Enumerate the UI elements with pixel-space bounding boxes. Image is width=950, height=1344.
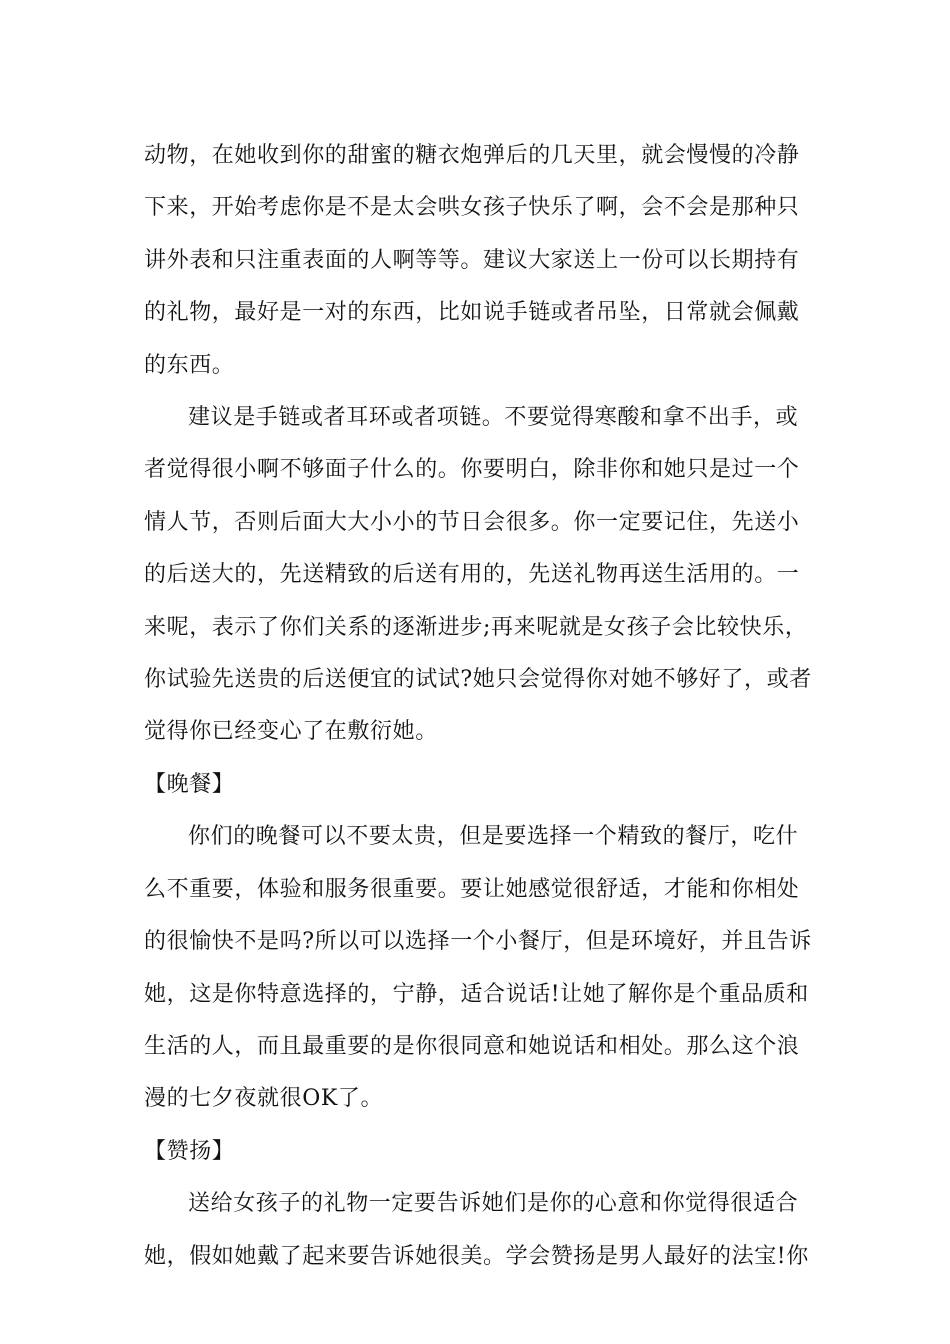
text-line: 的后送大的，先送精致的后送有用的，先送礼物再送生活用的。一 (144, 562, 800, 588)
text-line: 者觉得很小啊不够面子什么的。你要明白，除非你和她只是过一个 (144, 457, 800, 483)
text-line: 建议是手链或者耳环或者项链。不要觉得寒酸和拿不出手，或 (188, 405, 799, 431)
text-line: 生活的人，而且最重要的是你很同意和她说话和相处。那么这个浪 (144, 1033, 800, 1059)
text-line: 她，这是你特意选择的，宁静，适合说话!让她了解你是个重品质和 (144, 981, 809, 1007)
text-line: 讲外表和只注重表面的人啊等等。建议大家送上一份可以长期持有 (144, 247, 800, 273)
text-line: 动物，在她收到你的甜蜜的糖衣炮弹后的几天里，就会慢慢的冷静 (144, 143, 800, 168)
heading-text: 【晚餐】 (144, 771, 235, 797)
text-line: 么不重要，体验和服务很重要。要让她感觉很舒适，才能和你相处 (144, 876, 800, 902)
text-line: 来呢，表示了你们关系的逐渐进步;再来呢就是女孩子会比较快乐， (144, 614, 808, 640)
section-heading-dinner (144, 759, 808, 811)
text-line: 情人节，否则后面大大小小的节日会很多。你一定要记住，先送小 (144, 509, 800, 535)
text-line: 的东西。 (144, 352, 235, 378)
text-line: 她，假如她戴了起来要告诉她很美。学会赞扬是男人最好的法宝!你 (144, 1243, 809, 1269)
text-line: 觉得你已经变心了在敷衍她。 (144, 719, 438, 745)
text-line: 的礼物，最好是一对的东西，比如说手链或者吊坠，日常就会佩戴 (144, 300, 800, 326)
paragraph-jewelry-suggestion (144, 392, 812, 759)
paragraph-praise (144, 1178, 808, 1283)
text-line: 送给女孩子的礼物一定要告诉她们是你的心意和你觉得很适合 (188, 1191, 799, 1217)
paragraph-dinner (144, 811, 812, 1125)
document-body (144, 130, 812, 1283)
text-line: 的很愉快不是吗?所以可以选择一个小餐厅，但是环境好，并且告诉 (144, 929, 812, 955)
heading-text: 【赞扬】 (144, 1138, 235, 1164)
text-line: 你们的晚餐可以不要太贵，但是要选择一个精致的餐厅，吃什 (188, 824, 799, 850)
text-line: 你试验先送贵的后送便宜的试试?她只会觉得你对她不够好了，或者 (144, 667, 812, 693)
paragraph-gift-advice (144, 130, 808, 392)
text-line: 漫的七夕夜就很OK了。 (144, 1086, 384, 1112)
section-heading-praise (144, 1126, 808, 1178)
text-line: 下来，开始考虑你是不是太会哄女孩子快乐了啊，会不会是那种只 (144, 195, 800, 221)
